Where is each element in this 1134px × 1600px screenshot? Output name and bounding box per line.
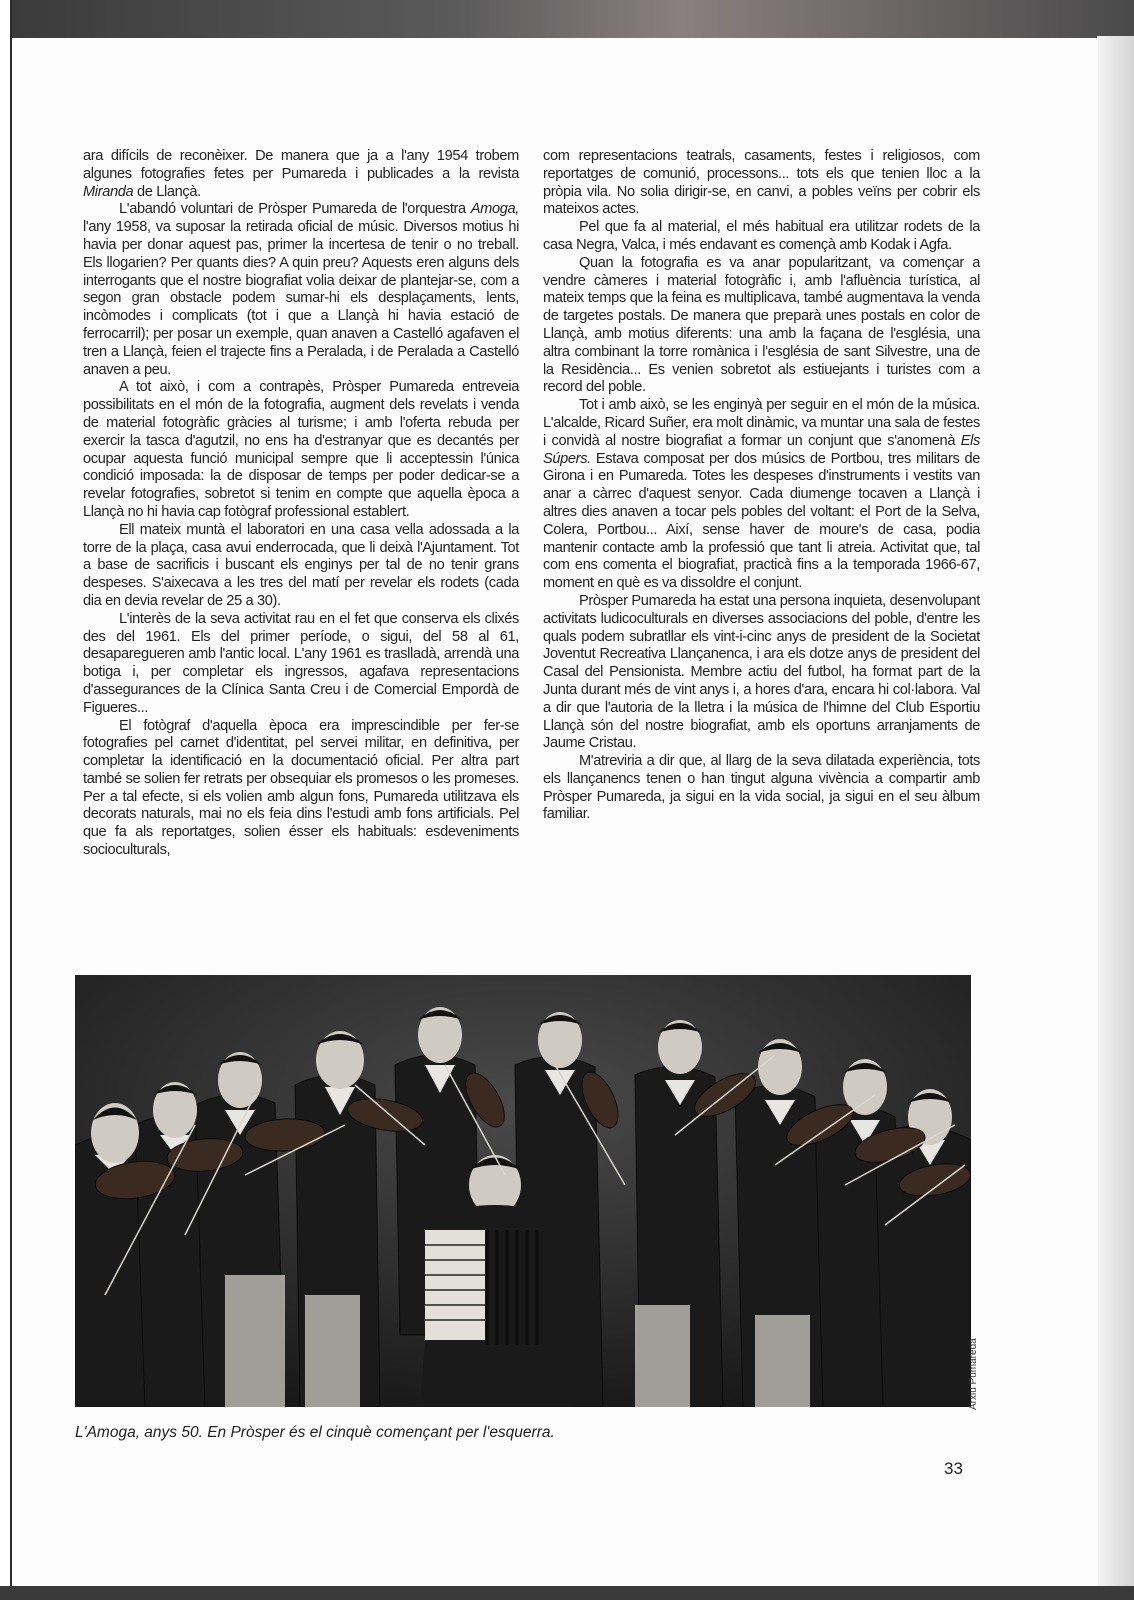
paragraph: Tot i amb això, se les enginyà per seguir en el món de la música. L'alcalde, Ricard Suñer, era molt dinàmic, va muntar una sala de festes i convidà al nostre biografiat a formar un conjunt que s'anomenà Els Súpers. Estava composat per dos músics de Portbou, tres militars de Girona i en Pumareda. Totes les despeses d'instruments i vestits van anar a càrrec d'aquest senyor. Cada diumenge tocaven a Llançà i altres dies anaven a tocar pels pobles del voltant: el Port de la Selva, Colera, Portbou... Així, sense haver de moure's de casa, podia mantenir contacte amb la professió que tant li atreia. Activitat que, tal com ens comenta el biografiat, practicà fins a la temporada 1966-67, moment en què es va dissoldre el conjunt. [543,397,980,592]
page-number: 33 [944,1459,963,1478]
scan-right-edge [1097,36,1134,1586]
paragraph: L'abandó voluntari de Pròsper Pumareda de l'orquestra Amoga, l'any 1958, va suposar la retirada oficial de músic. Diversos motius hi havia per donar aquest pas, primer la incertesa de tenir o no treball. Els llogarien? Per quants dies? A quin preu? Aquests eren alguns dels interrogants que el nostre biografiat volia deixar de plantejar-se, com a segon gran obstacle podem sumar-hi els desplaçaments, lents, incòmodes i complicats (tot i que a Llançà hi havia estació de ferrocarril); per posar un exemple, quan anaven a Castelló agafaven el tren a Llançà, feien el trajecte fins a Peralada, i de Peralada a Castelló anaven a peu. [83,201,519,378]
scan-top-border [0,0,1134,38]
paragraph: com representacions teatrals, casaments, festes i religiosos, com reportatges de comunió, processons... tots els que tenien lloc a la pròpia vila. No solia dirigir-se, en canvi, a pobles veïns per cobrir els mateixos actes. [543,148,980,218]
photo-caption: L'Amoga, anys 50. En Pròsper és el cinquè començant per l'esquerra. [75,1424,555,1441]
paragraph: Pròsper Pumareda ha estat una persona inquieta, desenvolupant activitats ludicoculturals en diverses associacions del poble, d'entre les quals podem subratllar els vint-i-cinc anys de president de la Societat Joventut Recreativa Llançanenca, i ara els dotze anys de president del Casal del Pensionista. Membre actiu del futbol, ha format part de la Junta durant més de vint anys i, a hores d'ara, encara hi col·labora. Val a dir que l'autoria de la lletra i la música de l'himne del Club Esportiu Llançà són del nostre biografiat, amb els oportuns arranjaments de Jaume Cristau. [543,592,980,752]
paragraph: A tot això, i com a contrapès, Pròsper Pumareda entreveia possibilitats en el món de la fotografia, augment dels revelats i venda de material fotogràfic gràcies al turisme; i amb l'oferta rebuda per exercir la tasca d'agutzil, no ens ha d'estranyar que es decantés per ocupar aquesta funció municipal sempre que li acceptessin l'única condició imposada: la de disposar de temps per poder dedicar-se a revelar fotografies, sobretot si tenim en compte que aquella època a Llançà no hi havia cap fotògraf professional establert. [83,379,519,520]
paragraph: El fotògraf d'aquella època era imprescindible per fer-se fotografies pel carnet d'identitat, pel servei militar, en definitiva, per completar la identificació en la documentació oficial. Per altra part també se solien fer retrats per obsequiar els promesos o les promeses. Per a tal efecte, si els volien amb algun fons, Pumareda utilitzava els decorats naturals, mai no els feia dins l'estudi amb fons artificials. Pel que fa als reportatges, solien ésser els habituals: esdeveniments socioculturals, [83,717,519,859]
text-column-right [543,148,980,824]
paragraph: Quan la fotografia es va anar popularitzant, va començar a vendre càmeres i material fotogràfic i, amb l'afluència turística, al mateix temps que la feina es multiplicava, també augmentava la venda de targetes postals. De manera que preparà unes postals en color de Llançà, amb motius diferents: una amb la façana de l'església, una altra combinant la torre romànica i l'església de sant Silvestre, una de la Residència... Es venien sobretot als estiuejants i turistes com a record del poble. [543,254,980,396]
band-photograph [75,975,971,1407]
paragraph: M'atreviria a dir que, al llarg de la seva dilatada experiència, tots els llançanencs tenen o han tingut alguna vivència a compartir amb Pròsper Pumareda, ja sigui en la vida social, ja sigui en el seu àlbum familiar. [543,753,980,823]
photo-credit [968,1396,979,1410]
paragraph: ara difícils de reconèixer. De manera que ja a l'any 1954 trobem algunes fotografies fetes per Pumareda i publicades a la revista Miranda de Llançà. [83,148,519,200]
text-column-left [83,148,519,860]
scan-bottom-border [0,1586,1134,1600]
scan-left-border [0,0,12,1600]
paragraph: Pel que fa al material, el més habitual era utilitzar rodets de la casa Negra, Valca, i més endavant es començà amb Kodak i Agfa. [543,219,980,253]
band-photograph-illustration [75,975,971,1407]
paragraph: Ell mateix muntà el laboratori en una casa vella adossada a la torre de la plaça, casa avui enderrocada, que li deixà l'Ajuntament. Tot a base de sacrificis i buscant els enginys per tal de no tenir grans despeses. S'aixecava a les tres del matí per revelar els rodets (cada dia en devia revelar de 25 a 30). [83,521,519,609]
paragraph: L'interès de la seva activitat rau en el fet que conserva els clixés des del 1961. Els del primer període, o sigui, del 58 al 61, desaparegueren amb l'antic local. L'any 1961 es traslladà, arrendà una botiga i, per completar els ingressos, agafava representacions d'assegurances de la Clínica Santa Creu i de Comercial Empordà de Figueres... [83,610,519,716]
